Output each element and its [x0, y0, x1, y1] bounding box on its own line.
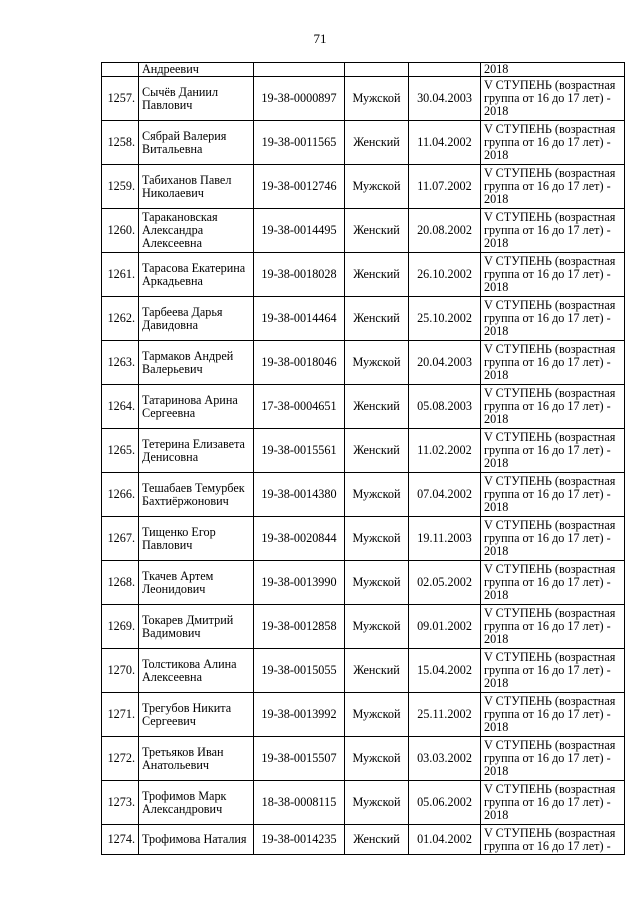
name-cell: Сябрай Валерия Витальевна: [139, 121, 254, 165]
table-row: [102, 825, 625, 855]
sex-cell: Женский: [345, 121, 409, 165]
birth-date-cell: 20.08.2002: [409, 209, 481, 253]
name-cell: Тарбеева Дарья Давидовна: [139, 297, 254, 341]
sex-cell: Мужской: [345, 781, 409, 825]
table-row: [102, 737, 625, 781]
birth-date-cell: 30.04.2003: [409, 77, 481, 121]
birth-date-cell: 05.08.2003: [409, 385, 481, 429]
name-cell: Толстикова Алина Алексеевна: [139, 649, 254, 693]
table-row: [102, 77, 625, 121]
row-number-cell: 1262.: [102, 297, 139, 341]
table-row: [102, 693, 625, 737]
id-cell: 19-38-0000897: [254, 77, 345, 121]
birth-date-cell: 07.04.2002: [409, 473, 481, 517]
id-cell: 18-38-0008115: [254, 781, 345, 825]
sex-cell: Женский: [345, 429, 409, 473]
sex-cell: Мужской: [345, 473, 409, 517]
name-cell: Таракановская Александра Алексеевна: [139, 209, 254, 253]
birth-date-cell: 19.11.2003: [409, 517, 481, 561]
sex-cell: Мужской: [345, 517, 409, 561]
birth-date-cell: 03.03.2002: [409, 737, 481, 781]
table-row: [102, 165, 625, 209]
birth-date-cell: 20.04.2003: [409, 341, 481, 385]
step-cell: V СТУПЕНЬ (возрастная группа от 16 до 17 лет) -: [481, 825, 625, 855]
sex-cell: Женский: [345, 297, 409, 341]
table-row: [102, 297, 625, 341]
sex-cell: Женский: [345, 209, 409, 253]
step-cell: V СТУПЕНЬ (возрастная группа от 16 до 17 лет) - 2018: [481, 561, 625, 605]
page-number: 71: [313, 31, 327, 46]
id-cell: 19-38-0012746: [254, 165, 345, 209]
row-number-cell: 1267.: [102, 517, 139, 561]
birth-date-cell: 11.02.2002: [409, 429, 481, 473]
row-number-cell: 1261.: [102, 253, 139, 297]
row-number-cell: 1274.: [102, 825, 139, 855]
step-cell: 2018: [481, 63, 625, 77]
step-cell: V СТУПЕНЬ (возрастная группа от 16 до 17 лет) - 2018: [481, 209, 625, 253]
row-number-cell: 1270.: [102, 649, 139, 693]
step-cell: V СТУПЕНЬ (возрастная группа от 16 до 17 лет) - 2018: [481, 473, 625, 517]
name-cell: Татаринова Арина Сергеевна: [139, 385, 254, 429]
sex-cell: Женский: [345, 825, 409, 855]
birth-date-cell: 26.10.2002: [409, 253, 481, 297]
name-cell: Табиханов Павел Николаевич: [139, 165, 254, 209]
row-number-cell: [102, 63, 139, 77]
table-row: [102, 517, 625, 561]
id-cell: 19-38-0013992: [254, 693, 345, 737]
step-cell: V СТУПЕНЬ (возрастная группа от 16 до 17 лет) - 2018: [481, 737, 625, 781]
row-number-cell: 1257.: [102, 77, 139, 121]
step-cell: V СТУПЕНЬ (возрастная группа от 16 до 17 лет) - 2018: [481, 649, 625, 693]
id-cell: 19-38-0015561: [254, 429, 345, 473]
sex-cell: Мужской: [345, 561, 409, 605]
id-cell: 19-38-0020844: [254, 517, 345, 561]
id-cell: 19-38-0015507: [254, 737, 345, 781]
id-cell: 19-38-0014464: [254, 297, 345, 341]
table-row: [102, 781, 625, 825]
birth-date-cell: 02.05.2002: [409, 561, 481, 605]
birth-date-cell: 11.07.2002: [409, 165, 481, 209]
step-cell: V СТУПЕНЬ (возрастная группа от 16 до 17 лет) - 2018: [481, 517, 625, 561]
sex-cell: Мужской: [345, 165, 409, 209]
id-cell: [254, 63, 345, 77]
birth-date-cell: [409, 63, 481, 77]
row-number-cell: 1268.: [102, 561, 139, 605]
name-cell: Трегубов Никита Сергеевич: [139, 693, 254, 737]
name-cell: Сычёв Даниил Павлович: [139, 77, 254, 121]
birth-date-cell: 05.06.2002: [409, 781, 481, 825]
step-cell: V СТУПЕНЬ (возрастная группа от 16 до 17 лет) - 2018: [481, 77, 625, 121]
birth-date-cell: 09.01.2002: [409, 605, 481, 649]
id-cell: 17-38-0004651: [254, 385, 345, 429]
sex-cell: Женский: [345, 385, 409, 429]
table-row: [102, 341, 625, 385]
table-row: [102, 429, 625, 473]
name-cell: Тищенко Егор Павлович: [139, 517, 254, 561]
table-row: [102, 121, 625, 165]
step-cell: V СТУПЕНЬ (возрастная группа от 16 до 17 лет) - 2018: [481, 121, 625, 165]
table-row: [102, 253, 625, 297]
step-cell: V СТУПЕНЬ (возрастная группа от 16 до 17 лет) - 2018: [481, 605, 625, 649]
row-number-cell: 1269.: [102, 605, 139, 649]
sex-cell: Мужской: [345, 737, 409, 781]
records-table: [101, 62, 625, 855]
step-cell: V СТУПЕНЬ (возрастная группа от 16 до 17 лет) - 2018: [481, 429, 625, 473]
table-row: [102, 473, 625, 517]
table-row: [102, 605, 625, 649]
table-row-continued: [102, 63, 625, 77]
birth-date-cell: 11.04.2002: [409, 121, 481, 165]
name-cell: Ткачев Артем Леонидович: [139, 561, 254, 605]
id-cell: 19-38-0011565: [254, 121, 345, 165]
id-cell: 19-38-0014495: [254, 209, 345, 253]
table-row: [102, 385, 625, 429]
sex-cell: Женский: [345, 649, 409, 693]
row-number-cell: 1266.: [102, 473, 139, 517]
sex-cell: [345, 63, 409, 77]
step-cell: V СТУПЕНЬ (возрастная группа от 16 до 17 лет) - 2018: [481, 781, 625, 825]
row-number-cell: 1265.: [102, 429, 139, 473]
id-cell: 19-38-0018046: [254, 341, 345, 385]
table-row: [102, 209, 625, 253]
id-cell: 19-38-0014380: [254, 473, 345, 517]
name-cell: Тармаков Андрей Валерьевич: [139, 341, 254, 385]
name-cell: Тетерина Елизавета Денисовна: [139, 429, 254, 473]
id-cell: 19-38-0015055: [254, 649, 345, 693]
row-number-cell: 1260.: [102, 209, 139, 253]
sex-cell: Мужской: [345, 77, 409, 121]
name-cell: Тарасова Екатерина Аркадьевна: [139, 253, 254, 297]
id-cell: 19-38-0018028: [254, 253, 345, 297]
row-number-cell: 1271.: [102, 693, 139, 737]
name-cell: Тешабаев Темурбек Бахтиёржонович: [139, 473, 254, 517]
row-number-cell: 1258.: [102, 121, 139, 165]
name-cell: Токарев Дмитрий Вадимович: [139, 605, 254, 649]
step-cell: V СТУПЕНЬ (возрастная группа от 16 до 17 лет) - 2018: [481, 385, 625, 429]
step-cell: V СТУПЕНЬ (возрастная группа от 16 до 17 лет) - 2018: [481, 693, 625, 737]
step-cell: V СТУПЕНЬ (возрастная группа от 16 до 17 лет) - 2018: [481, 165, 625, 209]
birth-date-cell: 25.11.2002: [409, 693, 481, 737]
id-cell: 19-38-0012858: [254, 605, 345, 649]
step-cell: V СТУПЕНЬ (возрастная группа от 16 до 17 лет) - 2018: [481, 341, 625, 385]
step-cell: V СТУПЕНЬ (возрастная группа от 16 до 17 лет) - 2018: [481, 297, 625, 341]
name-cell: Трофимов Марк Александрович: [139, 781, 254, 825]
sex-cell: Мужской: [345, 693, 409, 737]
sex-cell: Мужской: [345, 605, 409, 649]
id-cell: 19-38-0013990: [254, 561, 345, 605]
row-number-cell: 1259.: [102, 165, 139, 209]
name-cell: Трофимова Наталия: [139, 825, 254, 855]
table-row: [102, 561, 625, 605]
birth-date-cell: 01.04.2002: [409, 825, 481, 855]
row-number-cell: 1272.: [102, 737, 139, 781]
name-cell: Третьяков Иван Анатольевич: [139, 737, 254, 781]
row-number-cell: 1264.: [102, 385, 139, 429]
name-cell: Андреевич: [139, 63, 254, 77]
sex-cell: Женский: [345, 253, 409, 297]
table-row: [102, 649, 625, 693]
row-number-cell: 1263.: [102, 341, 139, 385]
birth-date-cell: 25.10.2002: [409, 297, 481, 341]
row-number-cell: 1273.: [102, 781, 139, 825]
sex-cell: Мужской: [345, 341, 409, 385]
id-cell: 19-38-0014235: [254, 825, 345, 855]
birth-date-cell: 15.04.2002: [409, 649, 481, 693]
step-cell: V СТУПЕНЬ (возрастная группа от 16 до 17 лет) - 2018: [481, 253, 625, 297]
